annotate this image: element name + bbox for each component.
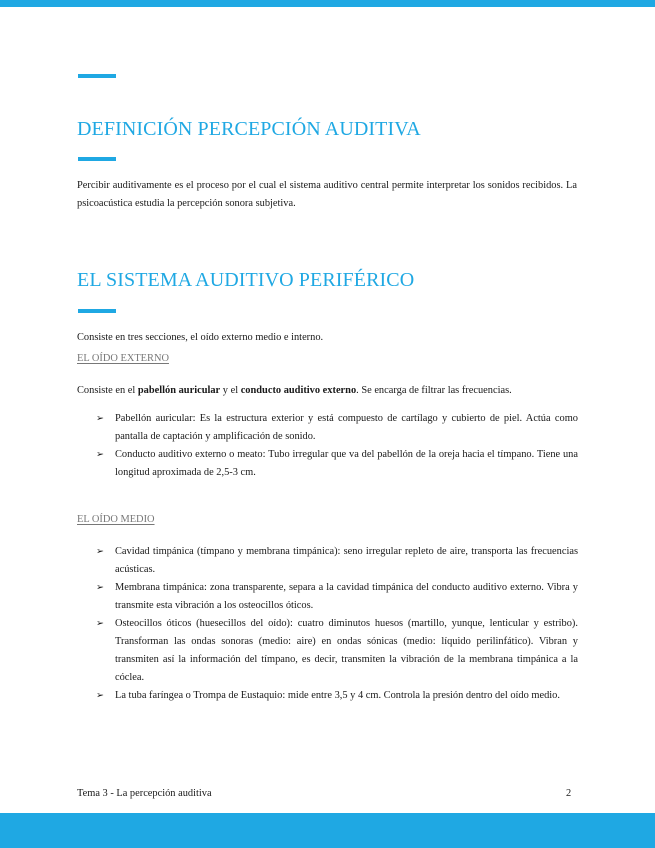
- bold-term: conducto auditivo externo: [240, 385, 357, 396]
- list-item: ➢ Osteocillos óticos (huesecillos del oído): cuatro diminutos huesos (martillo, yunque, lenticular y estribo). Transforman las ondas sonoras (medio: aire) en ondas sónicas (medio: líquido perilinfático). Vibran y transmiten así la información del tímpano, es decir, transmiten la vibración de la membrana timpánica a la cóclea.: [96, 615, 578, 687]
- bottom-accent-bar: [0, 813, 655, 848]
- sistema-intro: Consiste en tres secciones, el oído externo medio e interno.: [77, 332, 324, 343]
- list-item: ➢ La tuba faríngea o Trompa de Eustaquio: mide entre 3,5 y 4 cm. Controla la presión dentro del oído medio.: [96, 687, 578, 705]
- oido-externo-intro: Consiste en el pabellón auricular y el conducto auditivo externo. Se encarga de filtrar las frecuencias.: [77, 385, 512, 396]
- list-item: ➢ Pabellón auricular: Es la estructura exterior y está compuesto de cartílago y cubierto de piel. Actúa como pantalla de captación y amplificación de sonido.: [96, 410, 578, 446]
- subheading-oido-medio: EL OÍDO MEDIO: [77, 514, 155, 525]
- arrow-bullet-icon: ➢: [96, 690, 104, 701]
- arrow-bullet-icon: ➢: [96, 618, 104, 629]
- page-number: 2: [566, 788, 572, 799]
- footer-title: Tema 3 - La percepción auditiva: [77, 788, 212, 799]
- list-item: ➢ Membrana timpánica: zona transparente, separa a la cavidad timpánica del conducto auditivo externo. Vibra y transmite esta vibración a los osteocillos óticos.: [96, 579, 578, 615]
- list-item: ➢ Conducto auditivo externo o meato: Tubo irregular que va del pabellón de la oreja hacia el tímpano. Tiene una longitud aproximada de 2,5-3 cm.: [96, 446, 578, 482]
- arrow-bullet-icon: ➢: [96, 449, 104, 460]
- accent-line: [78, 309, 116, 313]
- accent-line: [78, 157, 116, 161]
- top-accent-bar: [0, 0, 655, 7]
- definition-paragraph: Percibir auditivamente es el proceso por el cual el sistema auditivo central permite interpretar los sonidos recibidos. La psicoacústica estudia la percepción sonora subjetiva.: [77, 180, 577, 209]
- list-item: ➢ Cavidad timpánica (tímpano y membrana timpánica): seno irregular repleto de aire, transporta las frecuencias acústicas.: [96, 543, 578, 579]
- arrow-bullet-icon: ➢: [96, 413, 104, 424]
- oido-medio-list: [96, 543, 578, 705]
- bold-term: pabellón auricular: [137, 385, 221, 396]
- arrow-bullet-icon: ➢: [96, 546, 104, 557]
- heading-definicion: DEFINICIÓN PERCEPCIÓN AUDITIVA: [77, 118, 421, 140]
- subheading-oido-externo: EL OÍDO EXTERNO: [77, 353, 169, 364]
- oido-externo-list: [96, 410, 578, 482]
- heading-sistema-auditivo: EL SISTEMA AUDITIVO PERIFÉRICO: [77, 269, 415, 291]
- accent-line: [78, 74, 116, 78]
- arrow-bullet-icon: ➢: [96, 582, 104, 593]
